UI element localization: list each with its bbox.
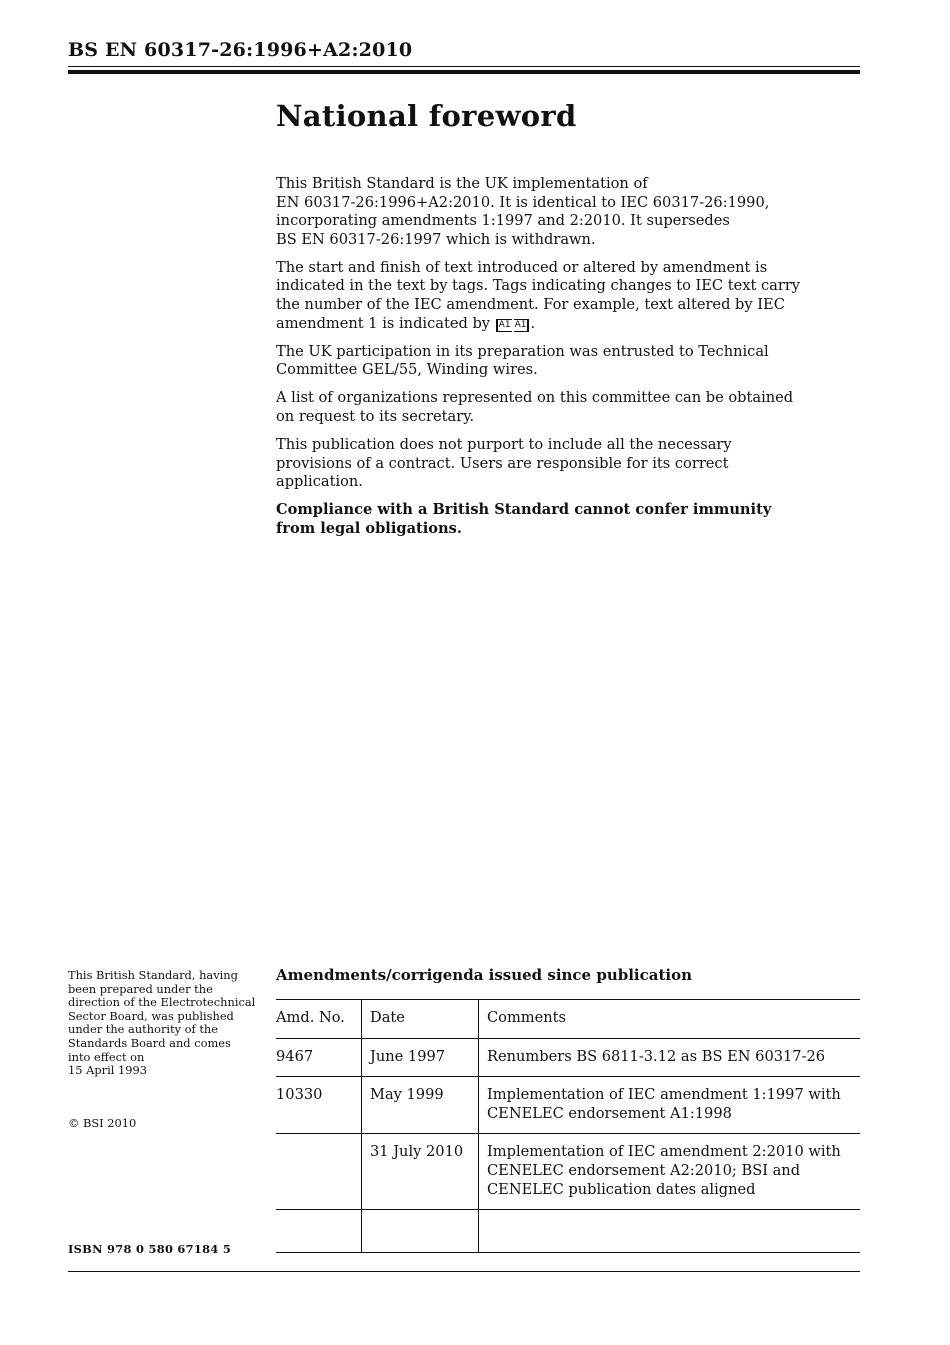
column-header-date: Date [362,1000,479,1039]
text-line: EN 60317-26:1996+A2:2010. It is identical to IEC 60317-26:1990, [276,193,770,211]
cell-comments [479,1134,861,1210]
sidenote-line: under the authority of the [68,1022,219,1037]
paragraph-amendment-tags [276,259,836,333]
cell-amd-no [276,1134,362,1210]
comment-line: CENELEC endorsement A2:2010; BSI and [487,1161,801,1179]
amendment-close-tag-icon: A1 [514,319,530,332]
text-line: BS EN 60317-26:1997 which is withdrawn. [276,230,596,248]
column-header-comments: Comments [479,1000,861,1039]
cell-amd-no: 9467 [276,1038,362,1077]
text-line: The start and finish of text introduced or altered by amendment is [276,258,768,276]
paragraph-organizations [276,389,836,426]
amendment-open-tag-icon: A1 [496,319,512,332]
comment-line: Renumbers BS 6811-3.12 as BS EN 60317-26 [487,1047,826,1065]
sidenote-line: been prepared under the [68,981,213,996]
text-line: The UK participation in its preparation was entrusted to Technical [276,342,769,360]
header-rule-thin [68,66,860,67]
text-line: on request to its secretary. [276,408,475,426]
cell-date: 31 July 2010 [362,1134,479,1210]
paragraph-committee [276,343,836,380]
paragraph-compliance [276,501,836,538]
text-line: This British Standard is the UK implementation of [276,175,648,192]
cell-amd-no [276,1210,362,1253]
cell-amd-no: 10330 [276,1077,362,1134]
text-line: A list of organizations represented on this committee can be obtained [276,389,794,407]
comment-line: CENELEC publication dates aligned [487,1180,756,1198]
amendments-table [276,999,860,1253]
publication-sidenote [68,969,268,1078]
cell-date [362,1210,479,1253]
table-row [276,1038,860,1077]
header-rule-thick [68,70,860,74]
text-line-suffix: . [530,314,536,332]
sidenote-line: Standards Board and comes [68,1035,231,1050]
cell-comments [479,1077,861,1134]
text-line: incorporating amendments 1:1997 and 2:2010. It supersedes [276,212,730,230]
cell-comments [479,1038,861,1077]
text-line: Committee GEL/55, Winding wires. [276,361,538,379]
text-line: Compliance with a British Standard cannot confer immunity [276,501,772,519]
sidenote-line: into effect on [68,1049,145,1064]
table-row [276,1077,860,1134]
text-line: application. [276,473,363,491]
paragraph-contract [276,436,836,492]
paragraph-implementation [276,175,836,249]
sidenote-line: This British Standard, having [68,968,238,982]
text-line: amendment 1 is indicated by [276,314,495,332]
text-line: indicated in the text by tags. Tags indicating changes to IEC text carry [276,277,801,295]
cell-date: May 1999 [362,1077,479,1134]
text-line: the number of the IEC amendment. For example, text altered by IEC [276,296,785,314]
table-row [276,1134,860,1210]
sidenote-line: 15 April 1993 [68,1063,147,1078]
foreword-body [276,175,836,548]
footer-rule [68,1271,860,1272]
table-row-empty [276,1210,860,1253]
page-title: National foreword [276,99,577,133]
isbn-number: ISBN 978 0 580 67184 5 [68,1242,232,1256]
cell-date: June 1997 [362,1038,479,1077]
column-header-amd-no: Amd. No. [276,1000,362,1039]
document-id-header: BS EN 60317-26:1996+A2:2010 [68,39,413,61]
comment-line: Implementation of IEC amendment 1:1997 with [487,1086,841,1104]
table-header-row [276,1000,860,1039]
sidenote-line: direction of the Electrotechnical [68,995,256,1010]
text-line: This publication does not purport to include all the necessary [276,436,732,454]
comment-line: CENELEC endorsement A1:1998 [487,1104,732,1122]
amendments-heading: Amendments/corrigenda issued since publication [276,966,692,984]
sidenote-line: Sector Board, was published [68,1008,234,1023]
copyright-notice: © BSI 2010 [68,1116,137,1130]
text-line: from legal obligations. [276,520,462,537]
comment-line: Implementation of IEC amendment 2:2010 with [487,1143,841,1161]
cell-comments [479,1210,861,1253]
text-line: provisions of a contract. Users are responsible for its correct [276,454,729,472]
